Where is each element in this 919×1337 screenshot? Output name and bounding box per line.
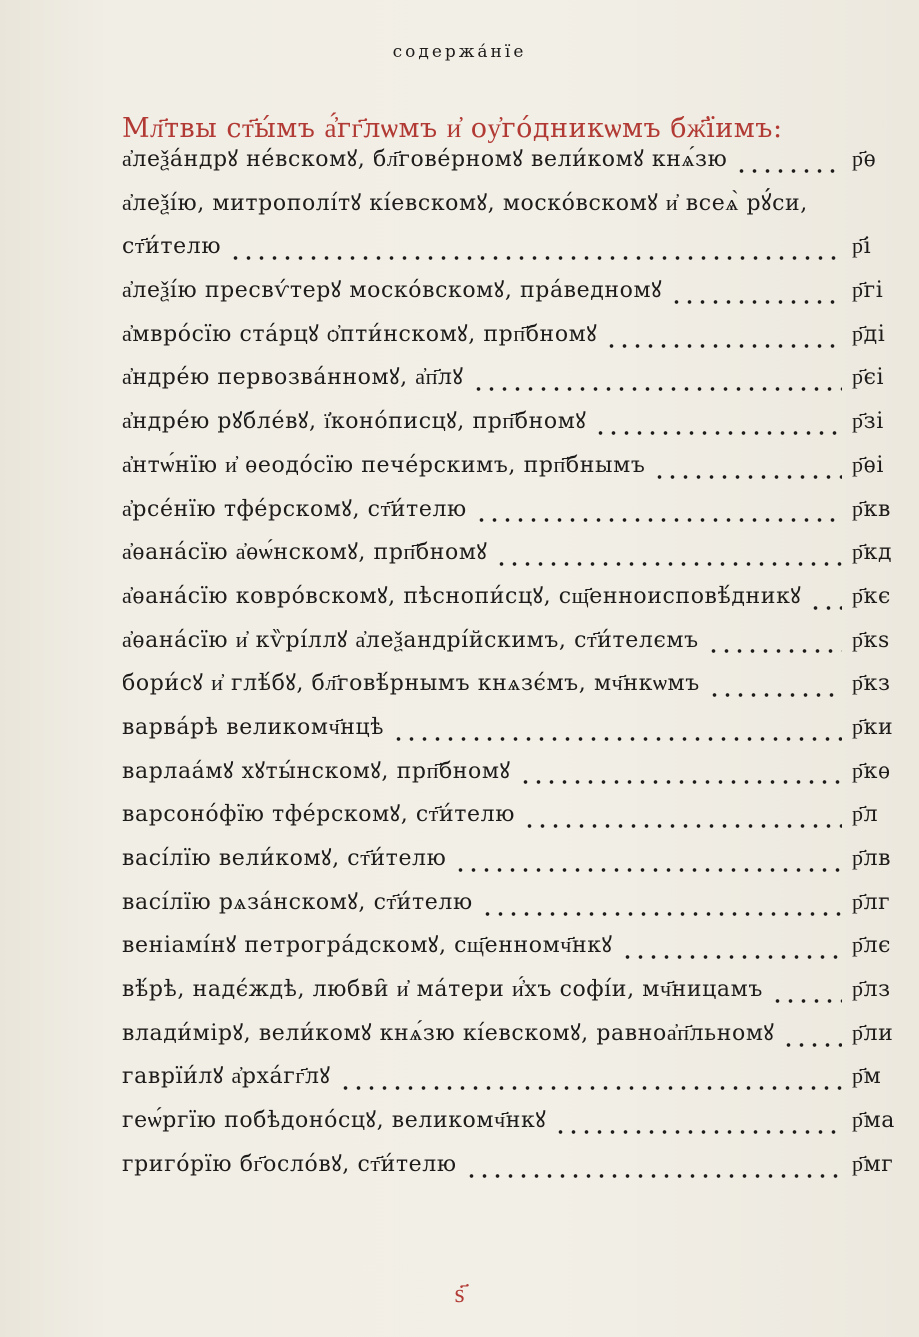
toc-entry	[122, 1143, 908, 1187]
dot-leader	[229, 251, 842, 261]
dot-leader	[454, 863, 842, 873]
dot-leader	[594, 426, 842, 436]
toc-entry	[122, 488, 908, 532]
toc-entry-page: р҃лз	[852, 977, 891, 1003]
dot-leader	[771, 994, 842, 1004]
toc-entry	[122, 1099, 908, 1143]
toc-entry-page: р҃м	[852, 1064, 882, 1090]
dot-leader	[519, 775, 842, 785]
toc-entry	[122, 793, 908, 837]
toc-entry	[122, 313, 908, 357]
toc-entry-page: р҃лв	[852, 846, 892, 871]
toc-entry-title: а҆леѯі́ю пресвѵ́терꙋ моско́вскомꙋ, пра́ведномꙋ	[122, 278, 663, 304]
toc-entry	[122, 968, 908, 1012]
toc-entry-title: а҆рсе́нїю тфе́рскомꙋ, ст҃и́телю	[122, 496, 467, 522]
dot-leader	[707, 644, 842, 654]
toc-entry-title: гаврїи́лꙋ а҆рха́гг҃лꙋ	[122, 1064, 331, 1090]
toc-entry-page: р҃єі	[852, 365, 885, 391]
toc-entry-page: р҃лг	[852, 889, 891, 915]
dot-leader	[475, 513, 842, 523]
page-number: ѕ҃	[454, 1279, 465, 1309]
toc-entry	[122, 356, 908, 400]
dot-leader	[495, 557, 842, 567]
dot-leader	[523, 819, 842, 829]
dot-leader	[670, 295, 842, 305]
dot-leader	[809, 601, 842, 611]
toc-entry	[122, 706, 908, 750]
toc-entry-page: р҃кз	[852, 671, 891, 697]
dot-leader	[481, 907, 842, 917]
toc-entry-title: ст҃и́телю	[122, 234, 222, 260]
toc-entry-page: р҃ді	[852, 321, 886, 347]
toc-entry-title: а҆ндре́ю первозва́нномꙋ, а҆п҃лꙋ	[122, 365, 464, 391]
toc-entry-page: р҃лє	[852, 933, 892, 959]
toc-entry-page: р҃гі	[852, 278, 884, 304]
toc-entry-page: р҃ли	[852, 1020, 894, 1046]
toc-entry-title: варлаа́мꙋ хꙋты́нскомꙋ, прп҃бномꙋ	[122, 758, 511, 784]
toc-entry-page: р҃кв	[852, 496, 891, 522]
toc-entry	[122, 444, 908, 488]
dot-leader	[653, 470, 842, 480]
toc-entry-title: а҆ѳана́сїю ковро́вскомꙋ, пѣснопи́сцꙋ, сщ҃енноисповѣ́дникꙋ	[122, 583, 802, 609]
toc-entry-page: р҃кє	[852, 583, 891, 609]
toc-entry-title: а҆ндре́ю рꙋбле́вꙋ, ї҆коно́писцꙋ, прп҃бномꙋ	[122, 409, 587, 435]
toc-entry-title: а҆мвро́сїю ста́рцꙋ ѻ҆пти́нскомꙋ, прп҃бномꙋ	[122, 321, 598, 347]
toc-entry-title: григо́рїю бг҃осло́вꙋ, ст҃и́телю	[122, 1151, 457, 1177]
toc-entry-title: а҆леѯа́ндрꙋ не́вскомꙋ, бл҃гове́рномꙋ вели́комꙋ кнѧ́зю	[122, 147, 728, 172]
toc-entry-title: варва́рѣ великомч҃нцѣ	[122, 714, 385, 740]
toc-entry	[122, 1012, 908, 1056]
toc-entry-title: васі́лїю вели́комꙋ, ст҃и́телю	[122, 846, 447, 871]
toc-entry	[122, 138, 908, 182]
toc-entry-page: р҃кѕ	[852, 627, 890, 653]
running-header: содержа́нїе	[392, 42, 527, 62]
toc-entry-title: варсоно́фїю тфе́рскомꙋ, ст҃и́телю	[122, 802, 516, 828]
toc-entry-title: бори́сꙋ и҆ глѣ́бꙋ, бл҃говѣ́рнымъ кнѧзє́мъ, мч҃нкѡмъ	[122, 671, 700, 697]
dot-leader	[472, 382, 842, 392]
toc-entry	[122, 531, 908, 575]
dot-leader	[392, 732, 842, 742]
toc-entry	[122, 575, 908, 619]
toc-entry-page: р҃кѳ	[852, 758, 891, 784]
toc-entry-title: веніамі́нꙋ петрогра́дскомꙋ, сщ҃енномч҃нкꙋ	[122, 933, 613, 959]
toc-entry-title: а҆нтѡ́нїю и҆ ѳеодо́сїю пече́рскимъ, прп҃бнымъ	[122, 452, 646, 478]
toc-entry-page: р҃ма	[852, 1108, 896, 1134]
dot-leader	[782, 1038, 842, 1048]
dot-leader	[605, 339, 842, 349]
toc-entry	[122, 182, 908, 226]
toc-entry-title: а҆ѳана́сїю и҆ кѷрі́ллꙋ а҆леѯандрі́йскимъ, ст҃и́телємъ	[122, 627, 699, 653]
dot-leader	[465, 1169, 842, 1179]
toc-entry	[122, 269, 908, 313]
toc-entry-title: васі́лїю рѧза́нскомꙋ, ст҃и́телю	[122, 889, 473, 915]
toc-entry	[122, 1055, 908, 1099]
toc-entry-title: влади́мірꙋ, вели́комꙋ кнѧ́зю кі́евскомꙋ, равноа҆п҃льномꙋ	[122, 1020, 775, 1046]
toc-entry	[122, 881, 908, 925]
toc-entry	[122, 619, 908, 663]
dot-leader	[554, 1125, 842, 1135]
toc-entry-title: а҆ѳана́сїю а҆ѳѡ́нскомꙋ, прп҃бномꙋ	[122, 540, 488, 566]
section-title: Мл҃твы ст҃ы́мъ а҆́гг҃лѡмъ и҆ оу҆го́дникѡмъ бж҃їимъ:	[122, 113, 783, 144]
toc-entry-page: р҃мг	[852, 1151, 894, 1177]
dot-leader	[735, 164, 842, 174]
dot-leader	[339, 1081, 842, 1091]
toc-entry-page: р҃ки	[852, 714, 894, 740]
toc-entry	[122, 662, 908, 706]
toc-entry-page: р҃і	[852, 234, 872, 260]
toc-entry-page: р҃л	[852, 802, 879, 828]
toc-entry-page: р҃кд	[852, 540, 893, 566]
toc-entry-page: р҃зі	[852, 409, 884, 435]
toc-entry-title: вѣ́рѣ, надє́ждѣ, любви̑ и҆ ма́тери и҆́хъ софі́и, мч҃ницамъ	[122, 977, 763, 1003]
toc-entry	[122, 750, 908, 794]
toc-entry	[122, 924, 908, 968]
toc-entry-title: а҆леѯі́ю, митрополі́тꙋ кі́евскомꙋ, моско́вскомꙋ и҆ всеѧ̀ рꙋ́си,	[122, 190, 808, 216]
toc-entry-page: р҃ѳі	[852, 452, 884, 478]
toc-entry	[122, 400, 908, 444]
toc-entry	[122, 225, 908, 269]
dot-leader	[621, 950, 843, 960]
toc-entry-page: р҃ѳ	[852, 147, 877, 172]
toc-entry	[122, 837, 908, 881]
dot-leader	[708, 688, 842, 698]
toc-entry-title: геѡ́ргїю побѣдоно́сцꙋ, великомч҃нкꙋ	[122, 1108, 547, 1134]
table-of-contents	[122, 138, 908, 1187]
